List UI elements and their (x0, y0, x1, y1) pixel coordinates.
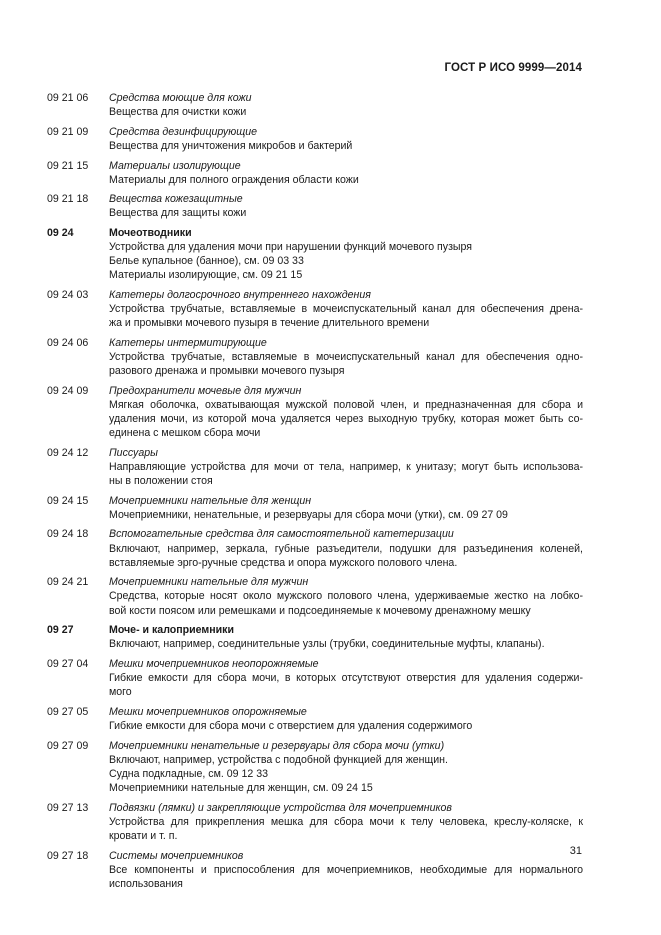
classification-entry (47, 623, 583, 651)
classification-entry (47, 849, 583, 891)
entry-content (109, 336, 583, 378)
entry-description-line: Мягкая оболочка, охватывающая мужской половой член, и предназначенная для сбора и (109, 398, 583, 411)
entry-title: Мочеприемники нательные для мужчин (109, 576, 309, 589)
classification-entry (47, 705, 583, 733)
entry-code: 09 27 09 (47, 739, 89, 752)
entry-code: 09 24 18 (47, 528, 89, 541)
entry-title: Средства дезинфицирующие (109, 125, 257, 138)
entry-description-line: разового дренажа и промывки мочевого пузыря (109, 365, 345, 378)
entry-code: 09 21 15 (47, 159, 89, 172)
classification-entry (47, 288, 583, 330)
entry-content (109, 91, 583, 119)
classification-entry (47, 159, 583, 187)
classification-entry (47, 657, 583, 699)
entry-description-line: Устройства трубчатые, вставляемые в мочеиспускательный канал для обеспечения одно- (109, 351, 583, 364)
entry-title: Подвязки (лямки) и закрепляющие устройства для мочеприемников (109, 801, 452, 814)
entry-content (109, 801, 583, 843)
entry-description-line: использования (109, 877, 183, 890)
entry-code: 09 21 06 (47, 92, 89, 104)
entry-title: Мочеприемники нательные для женщин (109, 494, 312, 507)
classification-entry (47, 801, 583, 843)
entry-code: 09 24 (47, 227, 74, 240)
entry-description-line: Белье купальное (банное), см. 09 03 33 (109, 255, 304, 268)
entry-description-line: удаления мочи, из которой моча удаляется через выходную трубку, которая может быть со- (109, 413, 583, 426)
entry-code: 09 27 (47, 624, 74, 637)
entry-content (109, 494, 583, 522)
entry-content (109, 527, 583, 569)
entry-code: 09 24 06 (47, 336, 89, 349)
entry-description-line: Мочеприемники, ненательные, и резервуары для сбора мочи (утки), см. 09 27 09 (109, 508, 508, 521)
page-number: 31 (569, 845, 582, 857)
entry-description-line: Гибкие емкости для сбора мочи с отверстием для удаления содержимого (109, 719, 473, 732)
entry-description-line: ны в положении стоя (109, 475, 213, 487)
entry-code: 09 24 21 (47, 576, 89, 589)
entry-content (109, 446, 583, 488)
entry-description-line: вой кости поясом или ремешками и подсоединяемые к мочевому дренажному мешку (109, 604, 531, 617)
entry-title: Материалы изолирующие (109, 159, 241, 172)
entry-title: Моче- и калоприемники (109, 624, 234, 637)
classification-entry (47, 575, 583, 617)
classification-entry (47, 384, 583, 440)
document-header: ГОСТ Р ИСО 9999—2014 (444, 62, 582, 74)
entry-description-line: единена с мешком сбора мочи (109, 427, 261, 440)
entry-content (109, 192, 583, 220)
entry-title: Мочеотводники (109, 227, 192, 240)
entry-code: 09 24 09 (47, 384, 89, 397)
entry-description-line: Включают, например, устройства с подобной функцией для женщин. (109, 753, 448, 766)
entry-description-line: Материалы изолирующие, см. 09 21 15 (109, 269, 303, 282)
entry-content (109, 159, 583, 187)
entry-description-line: Устройства для удаления мочи при нарушении функций мочевого пузыря (109, 241, 473, 254)
entry-title: Вещества кожезащитные (109, 193, 243, 206)
entry-code: 09 27 04 (47, 658, 89, 670)
entry-content (109, 705, 583, 733)
entry-description-line: Направляющие устройства для мочи от тела, например, к унитазу; могут быть использова- (109, 460, 583, 473)
entry-content (109, 384, 583, 440)
classification-entry (47, 336, 583, 378)
entry-description-line: мого (109, 686, 132, 699)
entry-description-line: Судна подкладные, см. 09 12 33 (109, 767, 268, 780)
classification-entry (47, 494, 583, 522)
entry-content (109, 657, 583, 699)
entry-title: Катетеры интермитирующие (109, 336, 267, 349)
entry-code: 09 21 09 (47, 125, 89, 138)
entry-description-line: Устройства трубчатые, вставляемые в мочеиспускательный канал для обеспечения дрена- (109, 303, 583, 316)
classification-entry (47, 739, 583, 795)
entry-description-line: Вещества для уничтожения микробов и бактерий (109, 139, 353, 152)
entry-code: 09 24 03 (47, 289, 89, 302)
entry-description-line: Материалы для полного ограждения области кожи (109, 173, 359, 186)
entry-content (109, 288, 583, 330)
entry-code: 09 27 05 (47, 705, 89, 718)
entry-title: Системы мочеприемников (109, 849, 244, 862)
entry-description-line: Средства, которые носят около мужского полового члена, удерживаемые жестко на лобко- (109, 590, 583, 603)
entry-content (109, 849, 583, 891)
classification-entry (47, 226, 583, 282)
entry-code: 09 27 18 (47, 849, 89, 862)
entry-description-line: кровати и т. п. (109, 829, 178, 842)
entry-code: 09 24 12 (47, 446, 89, 459)
entry-content (109, 575, 583, 617)
entry-content (109, 226, 583, 282)
entry-description-line: Включают, например, соединительные узлы (трубки, соединительные муфты, клапаны). (109, 638, 545, 651)
entry-description-line: Включают, например, зеркала, губные разъедители, подушки для разъединения коленей, (109, 542, 583, 555)
entry-content (109, 623, 583, 651)
entry-content (109, 125, 583, 153)
classification-entry (47, 91, 583, 119)
classification-entry (47, 125, 583, 153)
entry-description-line: Все компоненты и приспособления для мочеприемников, необходимые для нормального (109, 863, 583, 876)
entry-content (109, 739, 583, 795)
entry-title: Катетеры долгосрочного внутреннего нахождения (109, 289, 371, 302)
entry-title: Вспомогательные средства для самостоятельной катетеризации (109, 528, 454, 541)
entry-list (47, 91, 583, 896)
entry-title: Писсуары (109, 446, 158, 459)
entry-description-line: Мочеприемники нательные для женщин, см. 09 24 15 (109, 781, 373, 794)
entry-code: 09 21 18 (47, 193, 89, 206)
entry-description-line: вставляемые эрго-ручные средства и опора мужского полового члена. (109, 556, 458, 569)
entry-description-line: Вещества для защиты кожи (109, 207, 247, 220)
entry-description-line: Гибкие емкости для сбора мочи, в которых отсутствуют отверстия для удаления содержи- (109, 672, 583, 685)
entry-title: Мешки мочеприемников опорожняемые (109, 705, 307, 718)
entry-title: Средства моющие для кожи (109, 92, 252, 104)
entry-description-line: Устройства для прикрепления мешка для сбора мочи к телу человека, креслу-коляске, к (109, 815, 583, 828)
entry-description-line: жа и промывки мочевого пузыря в течение длительного времени (109, 317, 430, 330)
entry-code: 09 24 15 (47, 494, 89, 507)
entry-title: Предохранители мочевые для мужчин (109, 384, 302, 397)
entry-code: 09 27 13 (47, 801, 89, 814)
classification-entry (47, 192, 583, 220)
classification-entry (47, 527, 583, 569)
entry-description-line: Вещества для очистки кожи (109, 106, 247, 119)
entry-title: Мешки мочеприемников неопорожняемые (109, 658, 319, 670)
entry-title: Мочеприемники ненательные и резервуары для сбора мочи (утки) (109, 739, 445, 752)
classification-entry (47, 446, 583, 488)
